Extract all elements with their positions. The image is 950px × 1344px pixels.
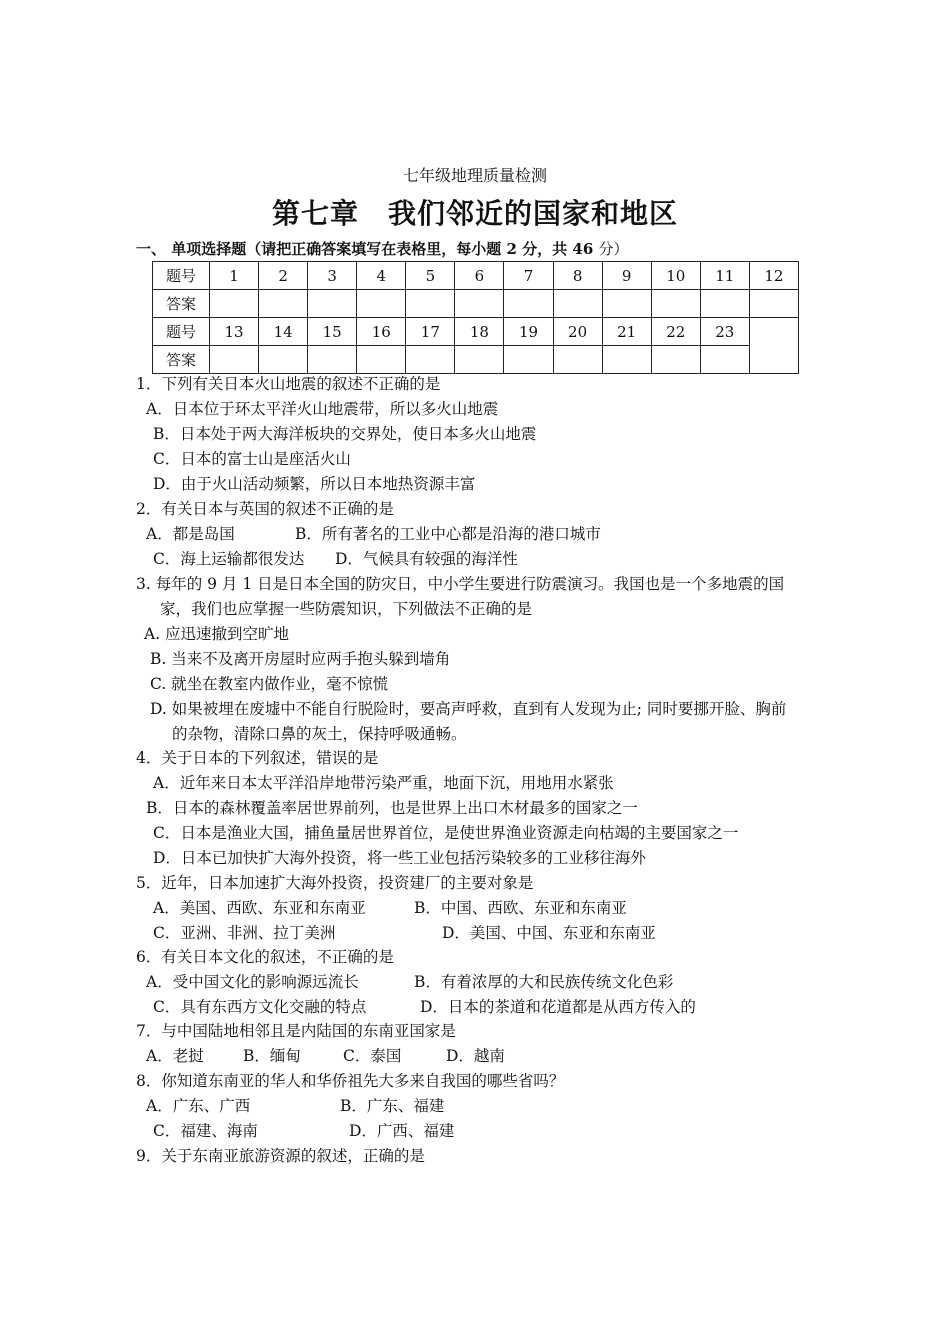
option-b: B．有着浓厚的大和民族传统文化色彩 (414, 973, 674, 991)
table-row (153, 346, 799, 374)
question-number-cell: 19 (504, 318, 553, 346)
empty-merged-cell (749, 318, 798, 374)
option-a: A. 应迅速撤到空旷地 (144, 625, 290, 643)
answer-cell[interactable] (357, 290, 406, 318)
answer-cell[interactable] (749, 290, 798, 318)
option-c: C．日本是渔业大国，捕鱼量居世界首位，是使世界渔业资源走向枯竭的主要国家之一 (153, 824, 739, 842)
question-number-cell: 18 (455, 318, 504, 346)
answer-cell[interactable] (504, 346, 553, 374)
row-label-number: 题号 (153, 318, 210, 346)
option-d: D．广西、福建 (349, 1122, 455, 1140)
option-b: B．广东、福建 (340, 1097, 445, 1115)
answer-cell[interactable] (455, 346, 504, 374)
question-number-cell: 23 (700, 318, 749, 346)
option-c: C．日本的富士山是座活火山 (153, 450, 351, 468)
question-stem: 2．有关日本与英国的叙述不正确的是 (136, 500, 394, 518)
table-row (153, 262, 799, 290)
question-number-cell: 15 (308, 318, 357, 346)
table-row (153, 290, 799, 318)
question-number-cell: 13 (210, 318, 259, 346)
exam-subtitle: 七年级地理质量检测 (402, 166, 547, 185)
answer-cell[interactable] (308, 290, 357, 318)
question-number-cell: 3 (308, 262, 357, 290)
option-a: A．广东、广西 (146, 1097, 251, 1115)
row-label-answer: 答案 (153, 346, 210, 374)
section-mid: 分，共 (522, 240, 568, 258)
section-end: 分） (598, 240, 629, 258)
answer-cell[interactable] (357, 346, 406, 374)
option-c: C．泰国 (343, 1047, 402, 1065)
section-label: 一、 单项选择题（请把正确答案填写在表格里，每小题 (136, 240, 502, 258)
answer-cell[interactable] (553, 346, 602, 374)
question-number-cell: 8 (553, 262, 602, 290)
answer-cell[interactable] (210, 346, 259, 374)
chapter-title: 第七章 我们邻近的国家和地区 (271, 197, 678, 230)
answer-table (152, 261, 799, 374)
row-label-answer: 答案 (153, 290, 210, 318)
option-d: D. 如果被埋在废墟中不能自行脱险时，要高声呼救，直到有人发现为止; 同时要挪开脸、胸前 (150, 700, 787, 718)
question-stem-continued: 家，我们也应掌握一些防震知识，下列做法不正确的是 (160, 600, 533, 618)
question-number-cell: 7 (504, 262, 553, 290)
option-c: C. 就坐在教室内做作业，毫不惊慌 (150, 675, 389, 693)
question-number-cell: 11 (700, 262, 749, 290)
answer-cell[interactable] (651, 290, 700, 318)
question-stem: 1．下列有关日本火山地震的叙述不正确的是 (136, 375, 441, 393)
option-a: A．老挝 (146, 1047, 204, 1065)
option-b: B．所有著名的工业中心都是沿海的港口城市 (295, 525, 601, 543)
question-number-cell: 1 (210, 262, 259, 290)
option-c: C．亚洲、非洲、拉丁美洲 (153, 924, 336, 942)
option-a: A．日本位于环太平洋火山地震带，所以多火山地震 (146, 400, 499, 418)
option-c: C．具有东西方文化交融的特点 (153, 998, 367, 1016)
answer-cell[interactable] (210, 290, 259, 318)
option-d: D．气候具有较强的海洋性 (335, 550, 518, 568)
question-number-cell: 16 (357, 318, 406, 346)
option-c: C．福建、海南 (153, 1122, 258, 1140)
answer-cell[interactable] (602, 346, 651, 374)
answer-cell[interactable] (602, 290, 651, 318)
row-label-number: 题号 (153, 262, 210, 290)
question-number-cell: 5 (406, 262, 455, 290)
answer-cell[interactable] (308, 346, 357, 374)
question-number-cell: 12 (749, 262, 798, 290)
question-number-cell: 20 (553, 318, 602, 346)
question-number-cell: 2 (259, 262, 308, 290)
section-score-each: 2 (506, 240, 517, 258)
option-a: A．受中国文化的影响源远流长 (146, 973, 359, 991)
option-a: A．美国、西欧、东亚和东南亚 (153, 899, 366, 917)
section-total: 46 (572, 240, 594, 258)
answer-cell[interactable] (406, 346, 455, 374)
answer-cell[interactable] (406, 290, 455, 318)
answer-cell[interactable] (651, 346, 700, 374)
option-b: B．中国、西欧、东亚和东南亚 (414, 899, 627, 917)
question-stem: 6．有关日本文化的叙述，不正确的是 (136, 948, 394, 966)
question-number-cell: 9 (602, 262, 651, 290)
option-d: D．日本的茶道和花道都是从西方传入的 (420, 998, 696, 1016)
answer-cell[interactable] (553, 290, 602, 318)
option-d: D．由于火山活动频繁，所以日本地热资源丰富 (153, 475, 476, 493)
answer-cell[interactable] (504, 290, 553, 318)
option-b: B．缅甸 (243, 1047, 301, 1065)
question-number-cell: 10 (651, 262, 700, 290)
table-row (153, 318, 799, 346)
question-stem: 8．你知道东南亚的华人和华侨祖先大多来自我国的哪些省吗？ (136, 1072, 565, 1090)
question-number-cell: 4 (357, 262, 406, 290)
question-number-cell: 22 (651, 318, 700, 346)
question-number-cell: 6 (455, 262, 504, 290)
option-d-continued: 的杂物，清除口鼻的灰土，保持呼吸通畅。 (172, 725, 467, 743)
option-b: B．日本处于两大海洋板块的交界处，使日本多火山地震 (153, 425, 537, 443)
answer-cell[interactable] (259, 290, 308, 318)
answer-cell[interactable] (700, 346, 749, 374)
option-b: B．日本的森林覆盖率居世界前列，也是世界上出口木材最多的国家之一 (146, 799, 638, 817)
option-b: B. 当来不及离开房屋时应两手抱头躲到墙角 (150, 650, 451, 668)
option-d: D．日本已加快扩大海外投资，将一些工业包括污染较多的工业移往海外 (153, 849, 646, 867)
option-a: A．近年来日本太平洋沿岸地带污染严重，地面下沉，用地用水紧张 (153, 774, 614, 792)
question-stem: 7．与中国陆地相邻且是内陆国的东南亚国家是 (136, 1022, 456, 1040)
answer-cell[interactable] (455, 290, 504, 318)
option-d: D．美国、中国、东亚和东南亚 (442, 924, 656, 942)
option-a: A．都是岛国 (146, 525, 235, 543)
question-stem: 4．关于日本的下列叙述，错误的是 (136, 749, 379, 767)
question-stem: 9．关于东南亚旅游资源的叙述，正确的是 (136, 1147, 425, 1165)
answer-cell[interactable] (259, 346, 308, 374)
option-c: C．海上运输都很发达 (153, 550, 305, 568)
question-stem: 5．近年，日本加速扩大海外投资，投资建厂的主要对象是 (136, 874, 534, 892)
question-number-cell: 17 (406, 318, 455, 346)
option-d: D．越南 (446, 1047, 505, 1065)
question-number-cell: 21 (602, 318, 651, 346)
question-stem: 3. 每年的 9 月 1 日是日本全国的防灾日，中小学生要进行防震演习。我国也是一个多地震的国 (136, 575, 785, 593)
section-heading (136, 238, 629, 259)
question-number-cell: 14 (259, 318, 308, 346)
answer-cell[interactable] (700, 290, 749, 318)
